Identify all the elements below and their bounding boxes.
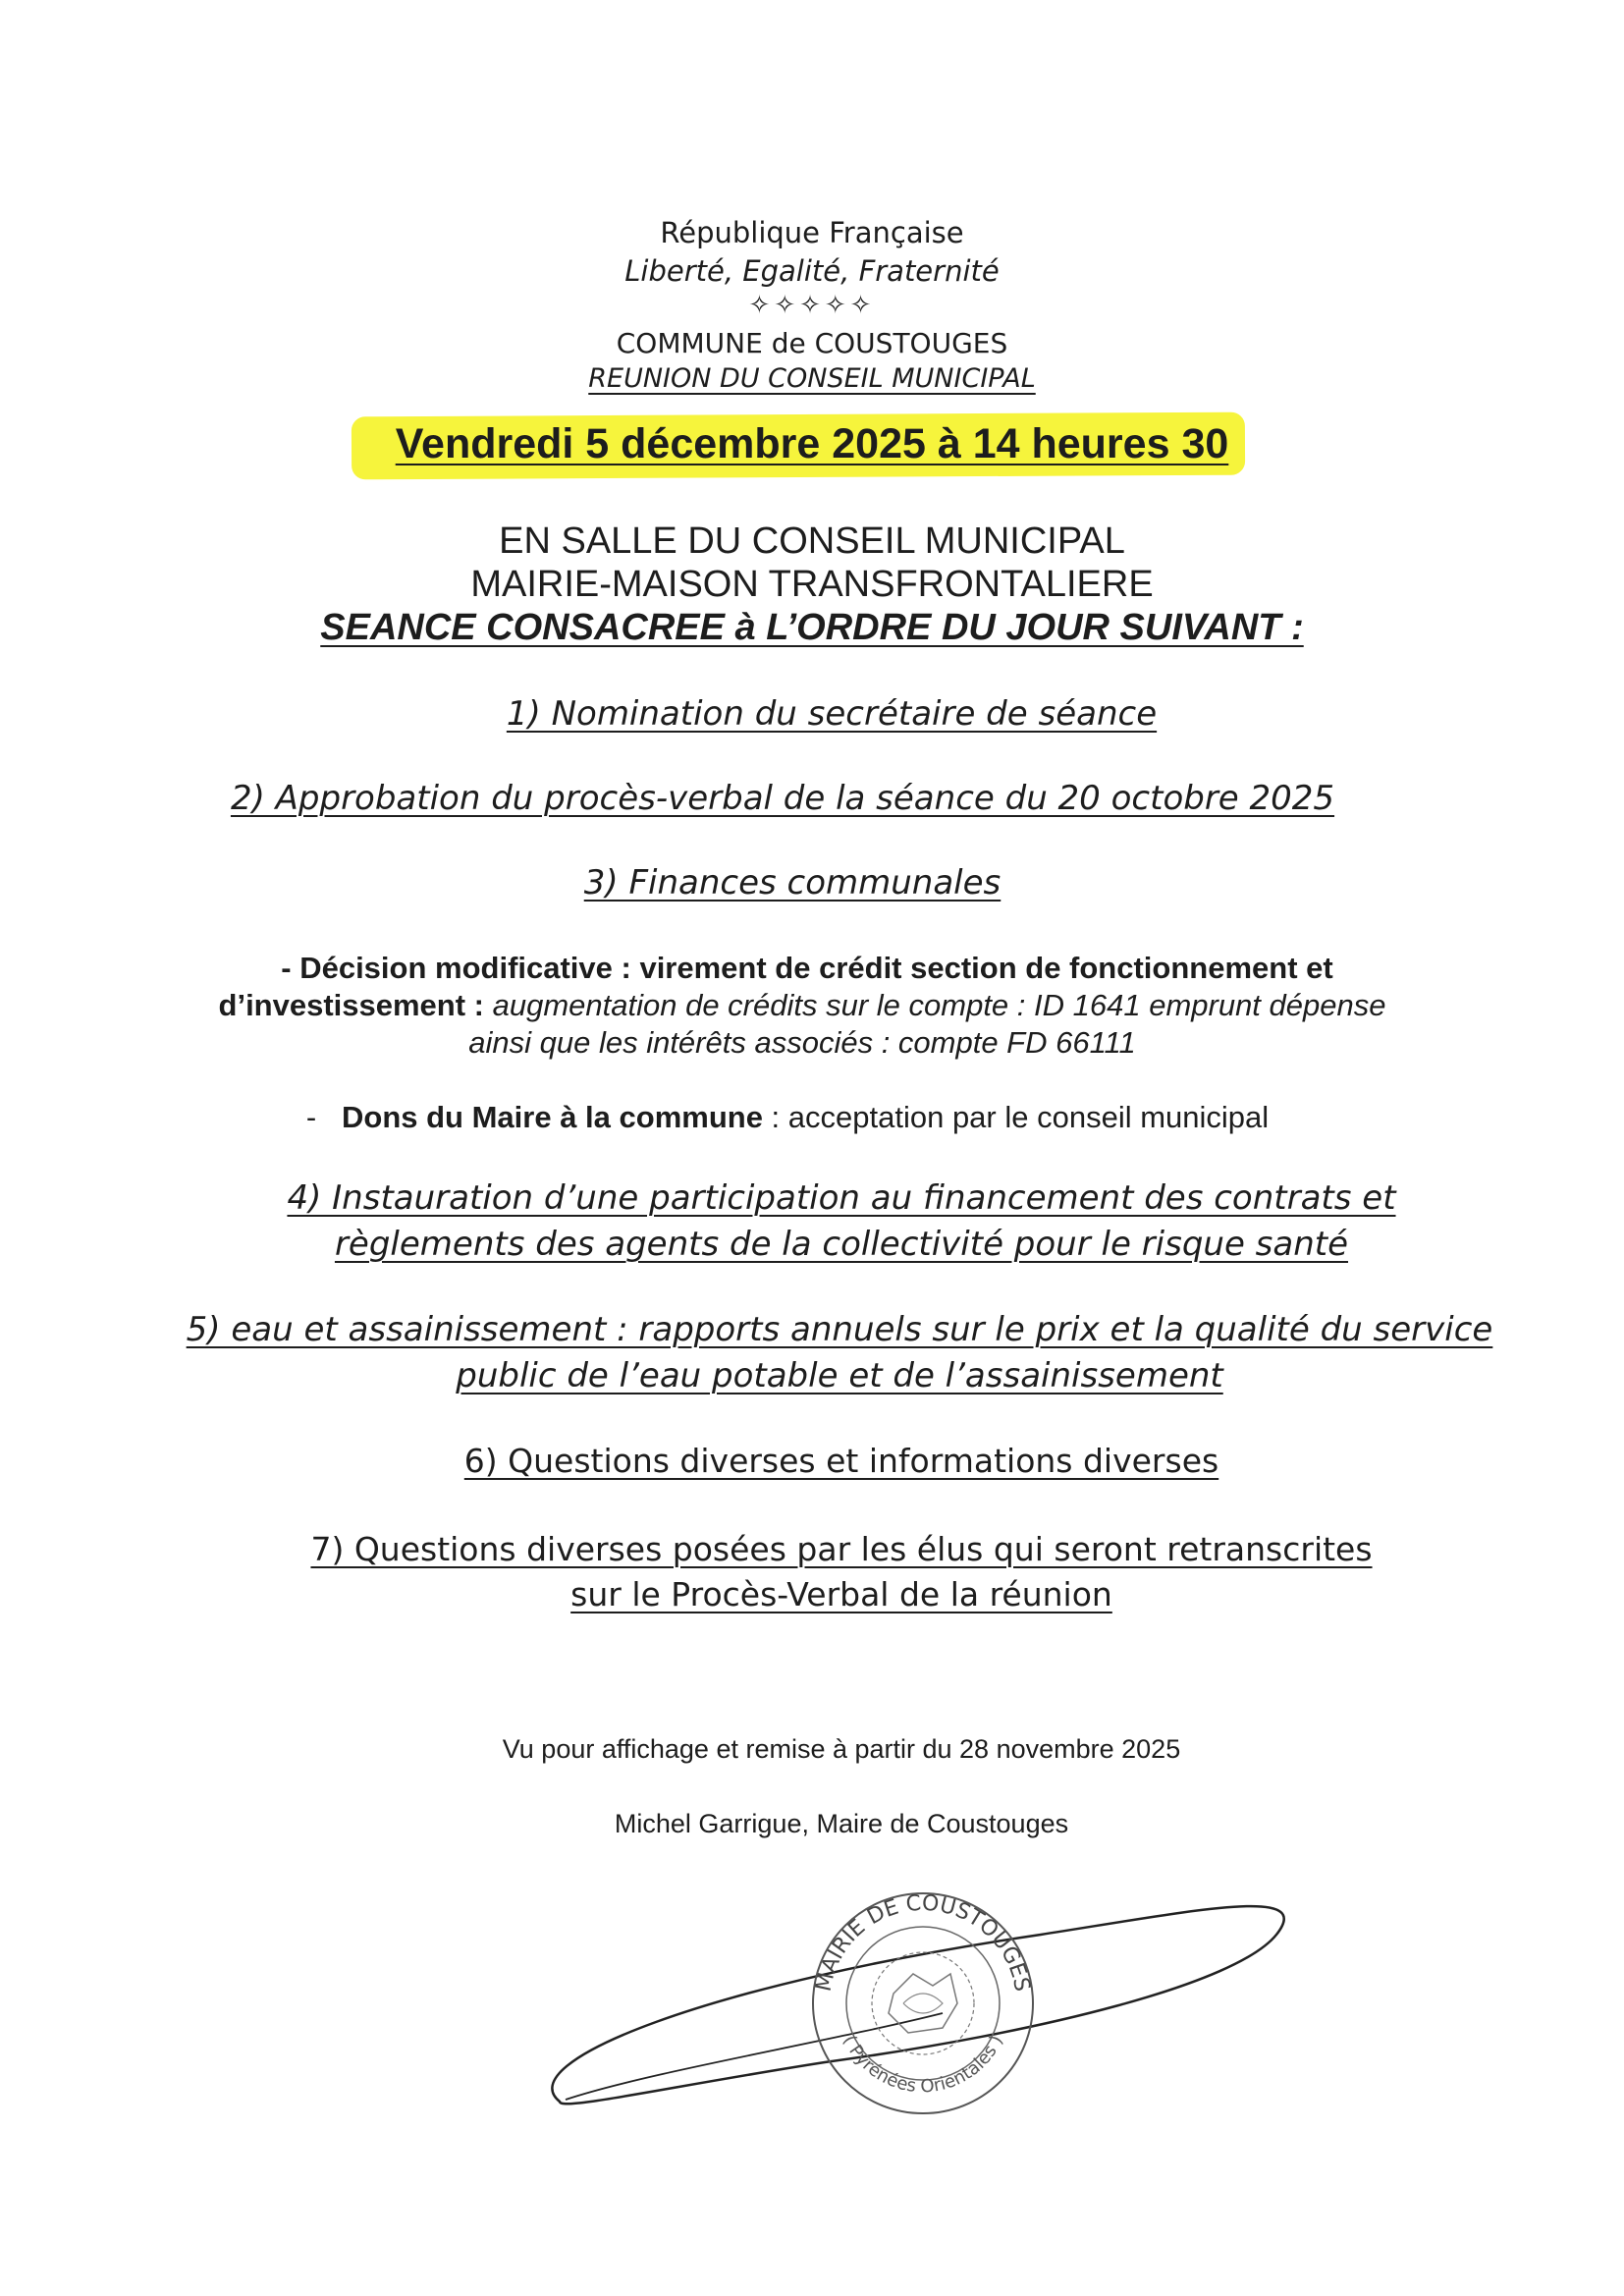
mayor-signatory: Michel Garrigue, Maire de Coustouges <box>614 1809 1069 1838</box>
agenda-item-3-wrap <box>0 863 1604 902</box>
agenda-item-5-line1: 5) eau et assainissement : rapports annuels sur le prix et la qualité du service <box>186 1310 1493 1349</box>
item3-detail2-text: : acceptation par le conseil municipal <box>762 1100 1270 1134</box>
seal-bottom-text: ( Pyrénées Orientales ) <box>839 2032 1007 2098</box>
agenda-item-6: 6) Questions diverses et informations diverses <box>463 1442 1219 1480</box>
agenda-item-4-line1: 4) Instauration d’une participation au financement des contrats et <box>287 1178 1396 1218</box>
agenda-item-5-line2: public de l’eau potable et de l’assainissement <box>456 1356 1223 1395</box>
agenda-item-7-line2: sur le Procès-Verbal de la réunion <box>570 1575 1112 1613</box>
agenda-item-5-line1-wrap <box>27 1310 1624 1349</box>
agenda-item-2: 2) Approbation du procès-verbal de la séance du 20 octobre 2025 <box>230 779 1335 818</box>
agenda-item-4-line1-wrap <box>29 1178 1624 1218</box>
agenda-item-3: 3) Finances communales <box>583 863 1001 902</box>
item3-detail2-label: Dons du Maire à la commune <box>342 1100 763 1134</box>
republic-title: République Française <box>660 216 964 249</box>
agenda-item-4-line2-wrap <box>29 1225 1624 1264</box>
item3-detail1-line1 <box>0 951 1619 986</box>
item3-detail1-line3: ainsi que les intérêts associés : compte FD 66111 <box>468 1025 1136 1060</box>
location-line-2: MAIRIE-MAISON TRANSFRONTALIERE <box>470 564 1154 605</box>
item3-detail1-line2 <box>0 988 1614 1023</box>
agenda-heading: SEANCE CONSACREE à L’ORDRE DU JOUR SUIVANT : <box>320 607 1304 648</box>
location-line-1: EN SALLE DU CONSEIL MUNICIPAL <box>499 520 1125 562</box>
posting-notice: Vu pour affichage et remise à partir du 28 novembre 2025 <box>502 1734 1181 1764</box>
item3-detail2-dash: - <box>305 1100 317 1134</box>
agenda-item-4-line2: règlements des agents de la collectivité pour le risque santé <box>334 1225 1349 1264</box>
republic-motto: Liberté, Egalité, Fraternité <box>624 254 1000 288</box>
item3-detail1-text2: augmentation de crédits sur le compte : ID 1641 emprunt dépense <box>484 988 1386 1022</box>
agenda-item-1-wrap <box>20 694 1624 734</box>
item3-detail1-label: - Décision modificative : <box>281 951 631 985</box>
signature-seal-graphic <box>530 1866 1296 2121</box>
signature-and-seal <box>530 1866 1296 2121</box>
item3-detail2 <box>0 1100 1599 1135</box>
meeting-type: REUNION DU CONSEIL MUNICIPAL <box>588 363 1036 394</box>
meeting-date: Vendredi 5 décembre 2025 à 14 heures 30 <box>395 420 1229 467</box>
ornament-stars: ✧✧✧✧✧ <box>748 291 876 320</box>
item3-detail1-label2: d’investissement : <box>218 988 484 1022</box>
item3-detail1-text: virement de crédit section de fonctionnement et <box>630 951 1333 985</box>
commune-name: COMMUNE de COUSTOUGES <box>616 327 1008 359</box>
agenda-item-6-wrap <box>29 1442 1624 1480</box>
agenda-item-5-line2-wrap <box>27 1356 1624 1395</box>
agenda-item-1: 1) Nomination du secrétaire de séance <box>506 694 1158 734</box>
agenda-item-7-line1-wrap <box>29 1530 1624 1568</box>
agenda-item-7-line2-wrap <box>29 1575 1624 1613</box>
agenda-item-2-wrap <box>0 779 1595 818</box>
seal-top-text: MAIRIE DE COUSTOUGES <box>811 1890 1035 1995</box>
agenda-item-7-line1: 7) Questions diverses posées par les élus qui seront retranscrites <box>310 1530 1373 1568</box>
